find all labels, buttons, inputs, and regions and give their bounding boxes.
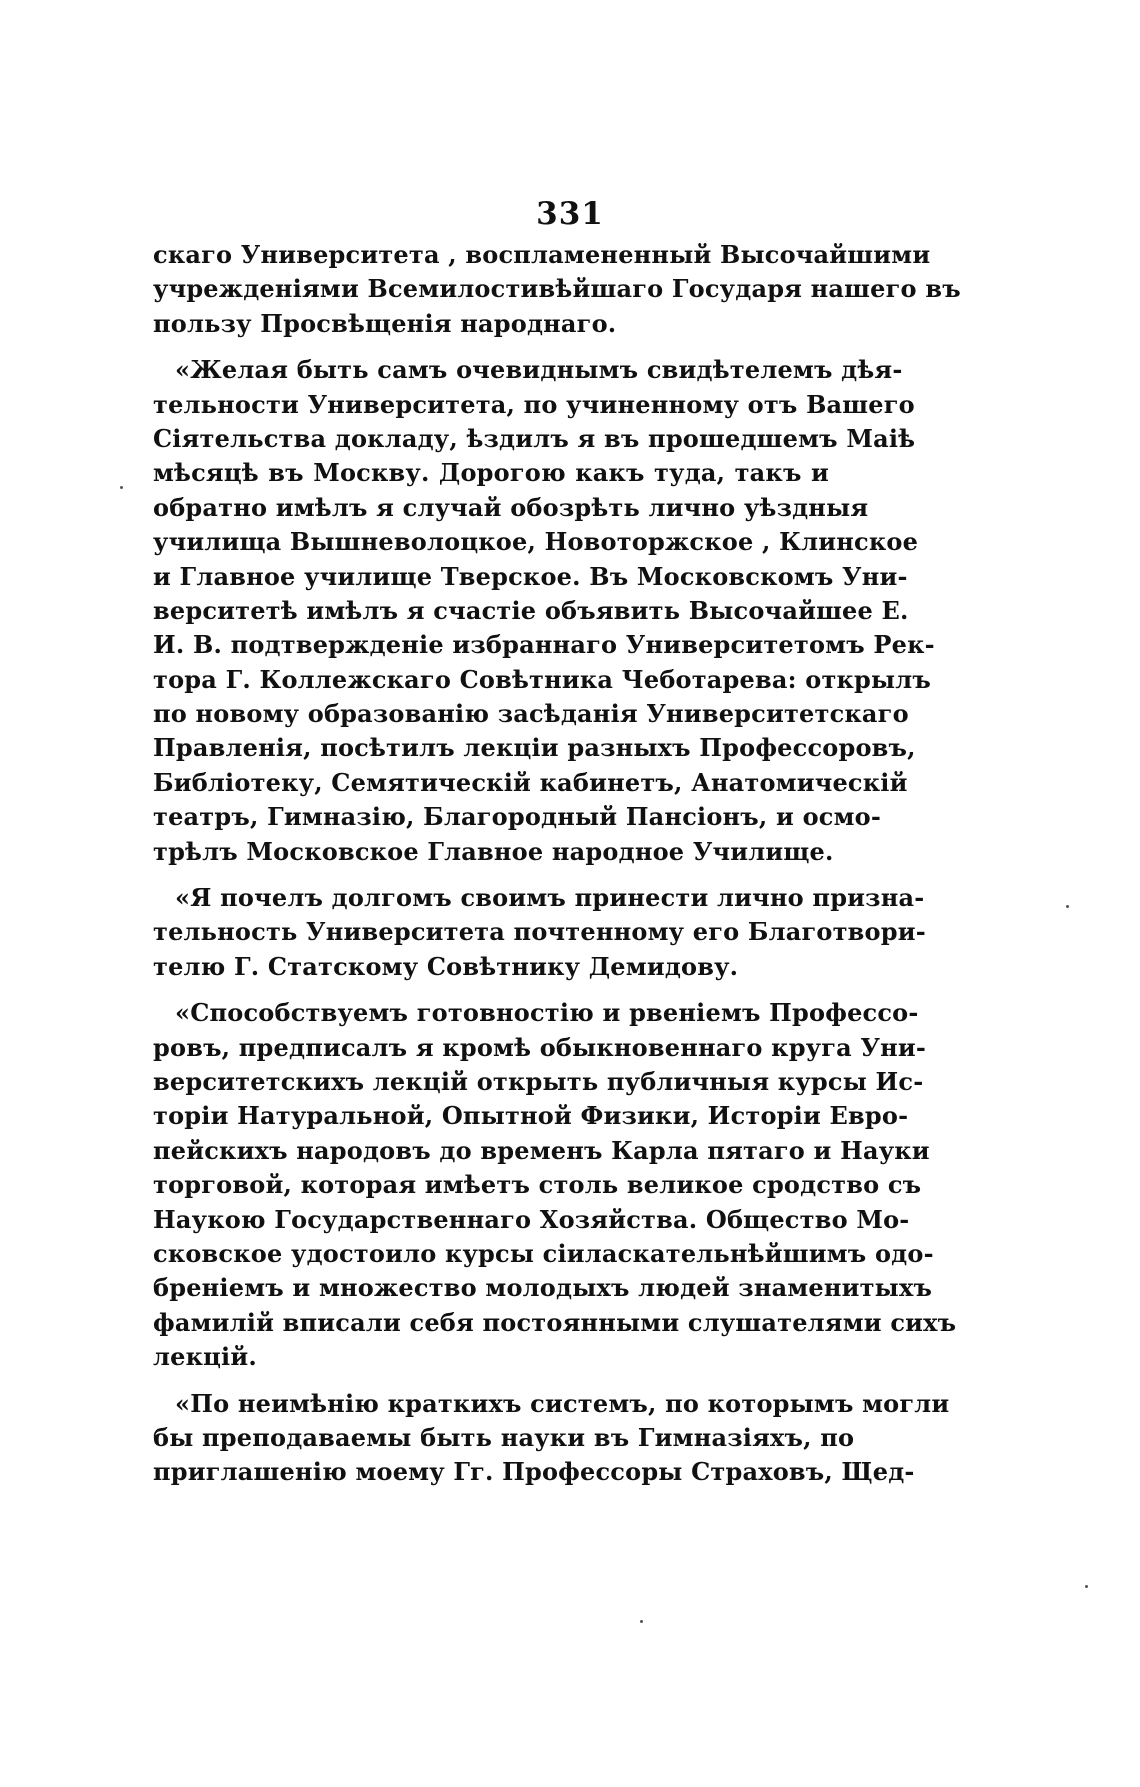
- paragraph: [153, 238, 961, 341]
- text-line: трѣлъ Московское Главное народное Училище.: [153, 836, 834, 866]
- paragraph: [153, 353, 935, 869]
- text-line: «Я почелъ долгомъ своимъ принести лично призна-: [175, 883, 925, 913]
- text-line: И. В. подтвержденіе избраннаго Университетомъ Рек-: [153, 630, 935, 660]
- text-line: лекцій.: [153, 1342, 257, 1372]
- paragraph-gap: [153, 869, 829, 881]
- text-line: «Желая быть самъ очевиднымъ свидѣтелемъ дѣя-: [175, 355, 903, 385]
- text-line: театръ, Гимназію, Благородный Пансіонъ, и осмо-: [153, 802, 882, 832]
- paragraph: [153, 1387, 950, 1490]
- text-line: телю Г. Статскому Совѣтнику Демидову.: [153, 951, 739, 981]
- text-line: торговой, которая имѣетъ столь великое сродство съ: [153, 1170, 922, 1200]
- text-line: приглашенію моему Гг. Профессоры Страховъ, Щед-: [153, 1457, 915, 1487]
- paragraph-gap: [153, 341, 829, 353]
- text-line: верситетѣ имѣлъ я счастіе объявить Высочайшее Е.: [153, 595, 909, 625]
- page-number: 331: [536, 196, 604, 232]
- text-line: Наукою Государственнаго Хозяйства. Общество Мо-: [153, 1204, 910, 1234]
- text-line: тельности Университета, по учиненному отъ Вашего: [153, 389, 915, 419]
- text-line: скаго Университета , воспламененный Высочайшими: [153, 240, 931, 269]
- text-line: и Главное училище Тверское. Въ Московскомъ Уни-: [153, 561, 908, 591]
- paragraph-gap: [153, 1375, 829, 1387]
- scan-speck: [120, 486, 123, 489]
- text-line: тора Г. Коллежскаго Совѣтника Чеботарева: открылъ: [153, 664, 932, 694]
- text-line: учрежденіями Всемилостивѣйшаго Государя нашего въ: [153, 274, 961, 304]
- text-line: пользу Просвѣщенія народнаго.: [153, 308, 617, 338]
- text-line: бы преподаваемы быть науки въ Гимназіяхъ, по: [153, 1422, 855, 1452]
- paragraph: [153, 996, 957, 1374]
- text-line: Библіотеку, Семятическій кабинетъ, Анатомическій: [153, 767, 908, 797]
- text-line: сковское удостоило курсы сіиласкательнѣйшимъ одо-: [153, 1238, 934, 1268]
- scan-speck: [1066, 905, 1069, 908]
- text-line: пейскихъ народовъ до временъ Карла пятаго и Науки: [153, 1135, 930, 1165]
- text-line: бреніемъ и множество молодыхъ людей знаменитыхъ: [153, 1273, 933, 1303]
- text-line: верситетскихъ лекцій открыть публичныя курсы Ис-: [153, 1066, 924, 1096]
- text-line: тельность Университета почтенному его Благотвори-: [153, 917, 926, 947]
- text-line: Правленія, посѣтилъ лекціи разныхъ Профессоровъ,: [153, 733, 916, 763]
- paragraph: [153, 881, 926, 984]
- text-line: мѣсяцѣ въ Москву. Дорогою какъ туда, такъ и: [153, 458, 829, 488]
- text-line: торіи Натуральной, Опытной Физики, Исторіи Евро-: [153, 1101, 909, 1131]
- text-line: Сіятельства докладу, ѣздилъ я въ прошедшемъ Маіѣ: [153, 423, 916, 453]
- text-line: обратно имѣлъ я случай обозрѣть лично уѣздныя: [153, 492, 869, 522]
- scan-speck: [1085, 1585, 1088, 1588]
- text-line: «По неимѣнію краткихъ системъ, по которымъ могли: [175, 1388, 950, 1418]
- text-line: училища Вышневолоцкое, Новоторжское , Клинское: [153, 527, 919, 557]
- paragraph-gap: [153, 984, 829, 996]
- text-line: по новому образованію засѣданія Университетскаго: [153, 699, 909, 729]
- scan-speck: [640, 1620, 643, 1623]
- body-text: [153, 238, 961, 1490]
- text-line: фамилій вписали себя постоянными слушателями сихъ: [153, 1307, 957, 1337]
- text-line: «Способствуемъ готовностію и рвеніемъ Профессо-: [175, 998, 919, 1028]
- text-line: ровъ, предписалъ я кромѣ обыкновеннаго круга Уни-: [153, 1032, 927, 1062]
